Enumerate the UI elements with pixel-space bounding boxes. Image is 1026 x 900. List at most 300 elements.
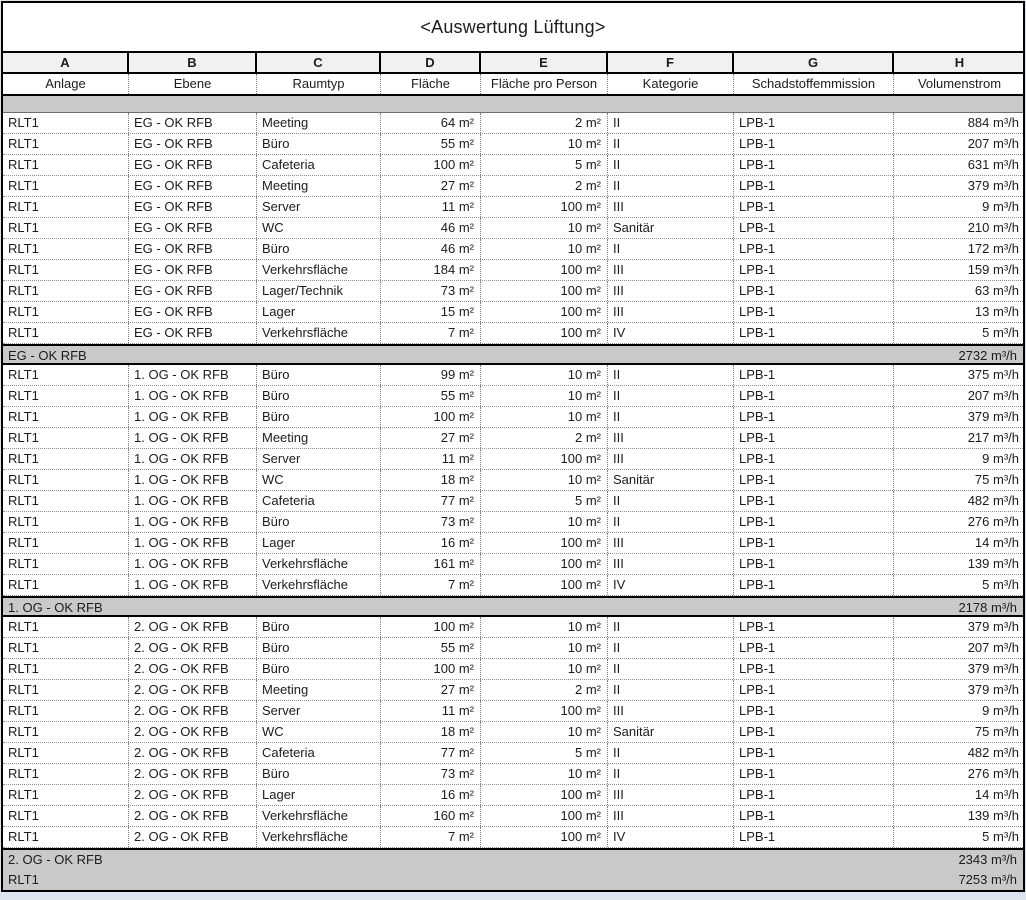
table-row bbox=[3, 449, 1023, 470]
grand-total-row[interactable] bbox=[3, 869, 1023, 890]
column-header-D[interactable]: Fläche bbox=[381, 74, 481, 94]
cell[interactable]: LPB-1 bbox=[734, 575, 894, 595]
cell[interactable]: 14 m³/h bbox=[974, 787, 1019, 802]
cell[interactable]: LPB-1 bbox=[734, 428, 894, 448]
cell[interactable]: 1. OG - OK RFB bbox=[129, 491, 257, 511]
cell[interactable]: II bbox=[608, 491, 734, 511]
cell[interactable]: 159 m³/h bbox=[967, 262, 1019, 277]
cell[interactable]: 46 m² bbox=[381, 239, 481, 259]
cell[interactable]: Büro bbox=[257, 407, 381, 427]
cell[interactable]: Büro bbox=[257, 134, 381, 154]
cell[interactable]: WC bbox=[257, 722, 381, 742]
column-letter-C[interactable]: C bbox=[257, 53, 381, 72]
cell[interactable]: 100 m² bbox=[481, 575, 608, 595]
cell[interactable]: 99 m² bbox=[381, 365, 481, 385]
cell[interactable]: RLT1 bbox=[3, 764, 129, 784]
cell[interactable]: III bbox=[608, 302, 734, 322]
cell[interactable]: 9 m³/h bbox=[982, 451, 1019, 466]
cell[interactable]: Büro bbox=[257, 617, 381, 637]
cell[interactable]: 100 m² bbox=[481, 260, 608, 280]
cell[interactable]: 10 m² bbox=[481, 386, 608, 406]
cell[interactable]: III bbox=[608, 533, 734, 553]
cell[interactable]: 100 m² bbox=[481, 827, 608, 847]
column-header-B[interactable]: Ebene bbox=[129, 74, 257, 94]
cell[interactable]: RLT1 bbox=[3, 785, 129, 805]
cell[interactable]: II bbox=[608, 134, 734, 154]
cell[interactable]: 11 m² bbox=[381, 197, 481, 217]
cell[interactable]: Server bbox=[257, 701, 381, 721]
cell[interactable]: RLT1 bbox=[3, 134, 129, 154]
cell[interactable]: LPB-1 bbox=[734, 554, 894, 574]
cell[interactable]: Lager bbox=[257, 533, 381, 553]
cell[interactable]: 217 m³/h bbox=[967, 430, 1019, 445]
cell[interactable]: Büro bbox=[257, 512, 381, 532]
cell[interactable]: WC bbox=[257, 470, 381, 490]
cell[interactable]: RLT1 bbox=[3, 176, 129, 196]
column-header-H[interactable]: Volumenstrom bbox=[917, 76, 1002, 91]
cell[interactable]: 2 m² bbox=[481, 113, 608, 133]
cell[interactable]: 379 m³/h bbox=[967, 682, 1019, 697]
cell[interactable]: III bbox=[608, 701, 734, 721]
cell[interactable]: Lager bbox=[257, 302, 381, 322]
cell[interactable]: RLT1 bbox=[3, 827, 129, 847]
group-footer-label: 1. OG - OK RFB bbox=[8, 600, 103, 615]
column-header-G[interactable]: Schadstoffemmission bbox=[734, 74, 894, 94]
cell[interactable]: III bbox=[608, 281, 734, 301]
cell[interactable]: 10 m² bbox=[481, 512, 608, 532]
cell[interactable]: Verkehrsfläche bbox=[257, 575, 381, 595]
cell[interactable]: 2 m² bbox=[481, 680, 608, 700]
cell[interactable]: 1. OG - OK RFB bbox=[129, 407, 257, 427]
column-header-row bbox=[3, 74, 1023, 96]
cell[interactable]: 11 m² bbox=[381, 449, 481, 469]
cell[interactable]: LPB-1 bbox=[734, 134, 894, 154]
cell[interactable]: RLT1 bbox=[3, 197, 129, 217]
cell[interactable]: LPB-1 bbox=[734, 281, 894, 301]
cell[interactable]: 1. OG - OK RFB bbox=[129, 470, 257, 490]
cell[interactable]: Büro bbox=[257, 638, 381, 658]
cell[interactable]: 10 m² bbox=[481, 764, 608, 784]
cell[interactable]: 482 m³/h bbox=[967, 493, 1019, 508]
column-header-A[interactable]: Anlage bbox=[3, 74, 129, 94]
cell[interactable]: RLT1 bbox=[3, 659, 129, 679]
cell[interactable]: 2. OG - OK RFB bbox=[129, 680, 257, 700]
cell[interactable]: 10 m² bbox=[481, 218, 608, 238]
cell[interactable]: RLT1 bbox=[3, 617, 129, 637]
cell[interactable]: Cafeteria bbox=[257, 743, 381, 763]
cell[interactable]: EG - OK RFB bbox=[129, 323, 257, 343]
cell[interactable]: 2 m² bbox=[481, 428, 608, 448]
cell[interactable]: LPB-1 bbox=[734, 239, 894, 259]
cell[interactable]: II bbox=[608, 659, 734, 679]
cell[interactable]: 46 m² bbox=[381, 218, 481, 238]
cell[interactable]: EG - OK RFB bbox=[129, 218, 257, 238]
cell[interactable]: RLT1 bbox=[3, 722, 129, 742]
cell[interactable]: II bbox=[608, 365, 734, 385]
cell[interactable]: RLT1 bbox=[3, 218, 129, 238]
cell[interactable]: 16 m² bbox=[381, 533, 481, 553]
cell[interactable]: II bbox=[608, 680, 734, 700]
cell[interactable]: 139 m³/h bbox=[967, 556, 1019, 571]
cell[interactable]: Verkehrsfläche bbox=[257, 554, 381, 574]
cell[interactable]: 100 m² bbox=[381, 407, 481, 427]
cell[interactable]: 631 m³/h bbox=[967, 157, 1019, 172]
grand-total-value: 7253 m³/h bbox=[958, 872, 1017, 887]
group-footer[interactable] bbox=[3, 344, 1023, 365]
cell[interactable]: 55 m² bbox=[381, 134, 481, 154]
cell[interactable]: 379 m³/h bbox=[967, 661, 1019, 676]
cell[interactable]: III bbox=[608, 428, 734, 448]
cell[interactable]: 1. OG - OK RFB bbox=[129, 365, 257, 385]
cell[interactable]: 100 m² bbox=[481, 281, 608, 301]
cell[interactable]: RLT1 bbox=[3, 470, 129, 490]
cell[interactable]: II bbox=[608, 638, 734, 658]
cell[interactable]: 73 m² bbox=[381, 512, 481, 532]
cell[interactable]: LPB-1 bbox=[734, 827, 894, 847]
cell[interactable]: LPB-1 bbox=[734, 512, 894, 532]
cell[interactable]: 184 m² bbox=[381, 260, 481, 280]
cell[interactable]: LPB-1 bbox=[734, 386, 894, 406]
cell[interactable]: WC bbox=[257, 218, 381, 238]
cell[interactable]: 100 m² bbox=[381, 659, 481, 679]
cell[interactable]: Meeting bbox=[257, 176, 381, 196]
cell[interactable]: 73 m² bbox=[381, 764, 481, 784]
cell[interactable]: 2. OG - OK RFB bbox=[129, 617, 257, 637]
cell[interactable]: Verkehrsfläche bbox=[257, 806, 381, 826]
cell[interactable]: II bbox=[608, 239, 734, 259]
cell[interactable]: RLT1 bbox=[3, 491, 129, 511]
cell[interactable]: 15 m² bbox=[381, 302, 481, 322]
cell[interactable]: 11 m² bbox=[381, 701, 481, 721]
cell[interactable]: EG - OK RFB bbox=[129, 281, 257, 301]
table-body bbox=[3, 113, 1023, 869]
cell[interactable]: Cafeteria bbox=[257, 491, 381, 511]
cell[interactable]: 1. OG - OK RFB bbox=[129, 449, 257, 469]
cell[interactable]: 5 m² bbox=[481, 743, 608, 763]
column-letter-G[interactable]: G bbox=[734, 53, 894, 72]
cell[interactable]: 10 m² bbox=[481, 134, 608, 154]
cell[interactable]: 10 m² bbox=[481, 659, 608, 679]
cell[interactable]: EG - OK RFB bbox=[129, 155, 257, 175]
cell[interactable]: 100 m² bbox=[481, 533, 608, 553]
cell[interactable]: EG - OK RFB bbox=[129, 197, 257, 217]
cell[interactable]: 160 m² bbox=[381, 806, 481, 826]
cell[interactable]: 100 m² bbox=[481, 806, 608, 826]
cell[interactable]: Büro bbox=[257, 764, 381, 784]
cell[interactable]: 55 m² bbox=[381, 386, 481, 406]
cell[interactable]: 2. OG - OK RFB bbox=[129, 722, 257, 742]
cell[interactable]: RLT1 bbox=[3, 680, 129, 700]
cell[interactable]: 13 m³/h bbox=[974, 304, 1019, 319]
cell[interactable]: Server bbox=[257, 449, 381, 469]
cell[interactable]: 482 m³/h bbox=[967, 745, 1019, 760]
column-letter-E[interactable]: E bbox=[481, 53, 608, 72]
cell[interactable]: Meeting bbox=[257, 680, 381, 700]
cell[interactable]: 1. OG - OK RFB bbox=[129, 386, 257, 406]
cell[interactable]: LPB-1 bbox=[734, 806, 894, 826]
cell[interactable]: Büro bbox=[257, 365, 381, 385]
cell[interactable]: LPB-1 bbox=[734, 113, 894, 133]
cell[interactable]: Cafeteria bbox=[257, 155, 381, 175]
cell[interactable]: RLT1 bbox=[3, 302, 129, 322]
cell[interactable]: LPB-1 bbox=[734, 701, 894, 721]
cell[interactable]: 1. OG - OK RFB bbox=[129, 512, 257, 532]
cell[interactable]: 207 m³/h bbox=[967, 388, 1019, 403]
cell[interactable]: LPB-1 bbox=[734, 218, 894, 238]
cell[interactable]: III bbox=[608, 197, 734, 217]
cell[interactable]: 10 m² bbox=[481, 470, 608, 490]
cell[interactable]: LPB-1 bbox=[734, 638, 894, 658]
cell[interactable]: 7 m² bbox=[381, 323, 481, 343]
cell[interactable]: RLT1 bbox=[3, 281, 129, 301]
cell[interactable]: LPB-1 bbox=[734, 533, 894, 553]
cell[interactable]: RLT1 bbox=[3, 701, 129, 721]
cell[interactable]: 14 m³/h bbox=[974, 535, 1019, 550]
cell[interactable]: 55 m² bbox=[381, 638, 481, 658]
cell[interactable]: 100 m² bbox=[381, 155, 481, 175]
cell[interactable]: 7 m² bbox=[381, 575, 481, 595]
cell[interactable]: LPB-1 bbox=[734, 722, 894, 742]
cell[interactable]: Verkehrsfläche bbox=[257, 827, 381, 847]
cell[interactable]: II bbox=[608, 176, 734, 196]
column-header-F[interactable]: Kategorie bbox=[608, 74, 734, 94]
cell[interactable]: 63 m³/h bbox=[974, 283, 1019, 298]
cell[interactable]: RLT1 bbox=[3, 407, 129, 427]
cell[interactable]: RLT1 bbox=[3, 239, 129, 259]
cell[interactable]: Server bbox=[257, 197, 381, 217]
table-row bbox=[3, 176, 1023, 197]
cell[interactable]: LPB-1 bbox=[734, 365, 894, 385]
cell[interactable]: II bbox=[608, 743, 734, 763]
cell[interactable]: 27 m² bbox=[381, 428, 481, 448]
cell[interactable]: Sanitär bbox=[608, 218, 734, 238]
cell[interactable]: 884 m³/h bbox=[967, 115, 1019, 130]
cell[interactable]: 10 m² bbox=[481, 638, 608, 658]
cell[interactable]: 16 m² bbox=[381, 785, 481, 805]
cell[interactable]: EG - OK RFB bbox=[129, 239, 257, 259]
column-letter-D[interactable]: D bbox=[381, 53, 481, 72]
table-row bbox=[3, 575, 1023, 596]
cell[interactable]: 7 m² bbox=[381, 827, 481, 847]
cell[interactable]: 10 m² bbox=[481, 617, 608, 637]
cell[interactable]: RLT1 bbox=[3, 638, 129, 658]
cell[interactable]: 207 m³/h bbox=[967, 640, 1019, 655]
cell[interactable]: Lager/Technik bbox=[257, 281, 381, 301]
cell[interactable]: 10 m² bbox=[481, 365, 608, 385]
cell[interactable]: 5 m² bbox=[481, 491, 608, 511]
cell[interactable]: 9 m³/h bbox=[982, 199, 1019, 214]
table-row bbox=[3, 218, 1023, 239]
cell[interactable]: LPB-1 bbox=[734, 323, 894, 343]
group-footer-label: 2. OG - OK RFB bbox=[8, 852, 103, 867]
column-header-E[interactable]: Fläche pro Person bbox=[481, 74, 608, 94]
cell[interactable]: IV bbox=[608, 323, 734, 343]
cell[interactable]: III bbox=[608, 260, 734, 280]
table-row bbox=[3, 113, 1023, 134]
cell[interactable]: Lager bbox=[257, 785, 381, 805]
cell[interactable]: LPB-1 bbox=[734, 197, 894, 217]
cell[interactable]: RLT1 bbox=[3, 533, 129, 553]
cell[interactable]: 207 m³/h bbox=[967, 136, 1019, 151]
cell[interactable]: LPB-1 bbox=[734, 155, 894, 175]
cell[interactable]: LPB-1 bbox=[734, 176, 894, 196]
cell[interactable]: 10 m² bbox=[481, 239, 608, 259]
cell[interactable]: RLT1 bbox=[3, 743, 129, 763]
cell[interactable]: RLT1 bbox=[3, 806, 129, 826]
cell[interactable]: RLT1 bbox=[3, 323, 129, 343]
cell[interactable]: II bbox=[608, 155, 734, 175]
cell[interactable]: IV bbox=[608, 827, 734, 847]
cell[interactable]: LPB-1 bbox=[734, 470, 894, 490]
table-row bbox=[3, 638, 1023, 659]
cell[interactable]: LPB-1 bbox=[734, 680, 894, 700]
cell[interactable]: LPB-1 bbox=[734, 260, 894, 280]
cell[interactable]: 1. OG - OK RFB bbox=[129, 575, 257, 595]
cell[interactable]: 2. OG - OK RFB bbox=[129, 806, 257, 826]
cell[interactable]: 2. OG - OK RFB bbox=[129, 743, 257, 763]
cell[interactable]: LPB-1 bbox=[734, 764, 894, 784]
cell[interactable]: 77 m² bbox=[381, 743, 481, 763]
cell[interactable]: 172 m³/h bbox=[967, 241, 1019, 256]
cell[interactable]: 73 m² bbox=[381, 281, 481, 301]
cell[interactable]: Verkehrsfläche bbox=[257, 323, 381, 343]
cell[interactable]: II bbox=[608, 113, 734, 133]
cell[interactable]: 210 m³/h bbox=[967, 220, 1019, 235]
cell[interactable]: Verkehrsfläche bbox=[257, 260, 381, 280]
cell[interactable]: 100 m² bbox=[481, 449, 608, 469]
cell[interactable]: 1. OG - OK RFB bbox=[129, 554, 257, 574]
group-footer-total: 2178 m³/h bbox=[958, 600, 1017, 615]
cell[interactable]: 2. OG - OK RFB bbox=[129, 764, 257, 784]
cell[interactable]: RLT1 bbox=[3, 260, 129, 280]
cell[interactable]: RLT1 bbox=[3, 428, 129, 448]
cell[interactable]: 10 m² bbox=[481, 722, 608, 742]
cell[interactable]: II bbox=[608, 764, 734, 784]
cell[interactable]: 75 m³/h bbox=[974, 724, 1019, 739]
cell[interactable]: 18 m² bbox=[381, 470, 481, 490]
cell[interactable]: III bbox=[608, 785, 734, 805]
cell[interactable]: 2. OG - OK RFB bbox=[129, 701, 257, 721]
cell[interactable]: 27 m² bbox=[381, 176, 481, 196]
cell[interactable]: 379 m³/h bbox=[967, 409, 1019, 424]
cell[interactable]: 100 m² bbox=[481, 302, 608, 322]
cell[interactable]: Büro bbox=[257, 239, 381, 259]
cell[interactable]: 100 m² bbox=[481, 701, 608, 721]
cell[interactable]: 5 m³/h bbox=[982, 829, 1019, 844]
cell[interactable]: IV bbox=[608, 575, 734, 595]
table-row bbox=[3, 323, 1023, 344]
cell[interactable]: 2. OG - OK RFB bbox=[129, 659, 257, 679]
column-letter-B[interactable]: B bbox=[129, 53, 257, 72]
cell[interactable]: RLT1 bbox=[3, 113, 129, 133]
cell[interactable]: 2. OG - OK RFB bbox=[129, 785, 257, 805]
cell[interactable]: 75 m³/h bbox=[974, 472, 1019, 487]
cell[interactable]: RLT1 bbox=[3, 386, 129, 406]
cell[interactable]: RLT1 bbox=[3, 365, 129, 385]
cell[interactable]: 139 m³/h bbox=[967, 808, 1019, 823]
cell[interactable]: RLT1 bbox=[3, 554, 129, 574]
cell[interactable]: 379 m³/h bbox=[967, 619, 1019, 634]
cell[interactable]: 100 m² bbox=[481, 785, 608, 805]
cell[interactable]: 100 m² bbox=[381, 617, 481, 637]
cell[interactable]: LPB-1 bbox=[734, 617, 894, 637]
cell[interactable]: LPB-1 bbox=[734, 743, 894, 763]
column-header-C[interactable]: Raumtyp bbox=[257, 74, 381, 94]
table-row bbox=[3, 428, 1023, 449]
group-footer[interactable] bbox=[3, 848, 1023, 869]
cell[interactable]: III bbox=[608, 554, 734, 574]
cell[interactable]: II bbox=[608, 512, 734, 532]
cell[interactable]: EG - OK RFB bbox=[129, 134, 257, 154]
cell[interactable]: III bbox=[608, 449, 734, 469]
cell[interactable]: 2 m² bbox=[481, 176, 608, 196]
cell[interactable]: 276 m³/h bbox=[967, 766, 1019, 781]
cell[interactable]: Sanitär bbox=[608, 722, 734, 742]
cell[interactable]: 10 m² bbox=[481, 407, 608, 427]
table-row bbox=[3, 302, 1023, 323]
cell[interactable]: LPB-1 bbox=[734, 491, 894, 511]
cell[interactable]: Meeting bbox=[257, 113, 381, 133]
cell[interactable]: 100 m² bbox=[481, 197, 608, 217]
cell[interactable]: RLT1 bbox=[3, 155, 129, 175]
cell[interactable]: 1. OG - OK RFB bbox=[129, 428, 257, 448]
cell[interactable]: Sanitär bbox=[608, 470, 734, 490]
cell[interactable]: 375 m³/h bbox=[967, 367, 1019, 382]
cell[interactable]: RLT1 bbox=[3, 575, 129, 595]
cell[interactable]: LPB-1 bbox=[734, 659, 894, 679]
cell[interactable]: Büro bbox=[257, 386, 381, 406]
cell[interactable]: II bbox=[608, 386, 734, 406]
cell[interactable]: EG - OK RFB bbox=[129, 260, 257, 280]
column-letter-F[interactable]: F bbox=[608, 53, 734, 72]
cell[interactable]: RLT1 bbox=[3, 512, 129, 532]
cell[interactable]: 9 m³/h bbox=[982, 703, 1019, 718]
cell[interactable]: III bbox=[608, 806, 734, 826]
cell[interactable]: 100 m² bbox=[481, 323, 608, 343]
cell[interactable]: 77 m² bbox=[381, 491, 481, 511]
cell[interactable]: 27 m² bbox=[381, 680, 481, 700]
schedule-title[interactable]: <Auswertung Lüftung> bbox=[420, 16, 606, 37]
cell[interactable]: 18 m² bbox=[381, 722, 481, 742]
column-letter-A[interactable]: A bbox=[3, 53, 129, 72]
cell[interactable]: 64 m² bbox=[381, 113, 481, 133]
cell[interactable]: 5 m³/h bbox=[982, 577, 1019, 592]
cell[interactable]: 379 m³/h bbox=[967, 178, 1019, 193]
cell[interactable]: EG - OK RFB bbox=[129, 302, 257, 322]
cell[interactable]: 2. OG - OK RFB bbox=[129, 638, 257, 658]
cell[interactable]: Meeting bbox=[257, 428, 381, 448]
cell[interactable]: 5 m² bbox=[481, 155, 608, 175]
group-footer[interactable] bbox=[3, 596, 1023, 617]
cell[interactable]: EG - OK RFB bbox=[129, 176, 257, 196]
cell[interactable]: LPB-1 bbox=[734, 407, 894, 427]
cell[interactable]: LPB-1 bbox=[734, 449, 894, 469]
cell[interactable]: 2. OG - OK RFB bbox=[129, 827, 257, 847]
cell[interactable]: LPB-1 bbox=[734, 785, 894, 805]
cell[interactable]: LPB-1 bbox=[734, 302, 894, 322]
cell[interactable]: 5 m³/h bbox=[982, 325, 1019, 340]
cell[interactable]: 1. OG - OK RFB bbox=[129, 533, 257, 553]
cell[interactable]: 100 m² bbox=[481, 554, 608, 574]
cell[interactable]: II bbox=[608, 407, 734, 427]
cell[interactable]: EG - OK RFB bbox=[129, 113, 257, 133]
cell[interactable]: II bbox=[608, 617, 734, 637]
cell[interactable]: 276 m³/h bbox=[967, 514, 1019, 529]
column-letter-H[interactable]: H bbox=[954, 55, 965, 70]
cell[interactable]: 161 m² bbox=[381, 554, 481, 574]
cell[interactable]: Büro bbox=[257, 659, 381, 679]
cell[interactable]: RLT1 bbox=[3, 449, 129, 469]
